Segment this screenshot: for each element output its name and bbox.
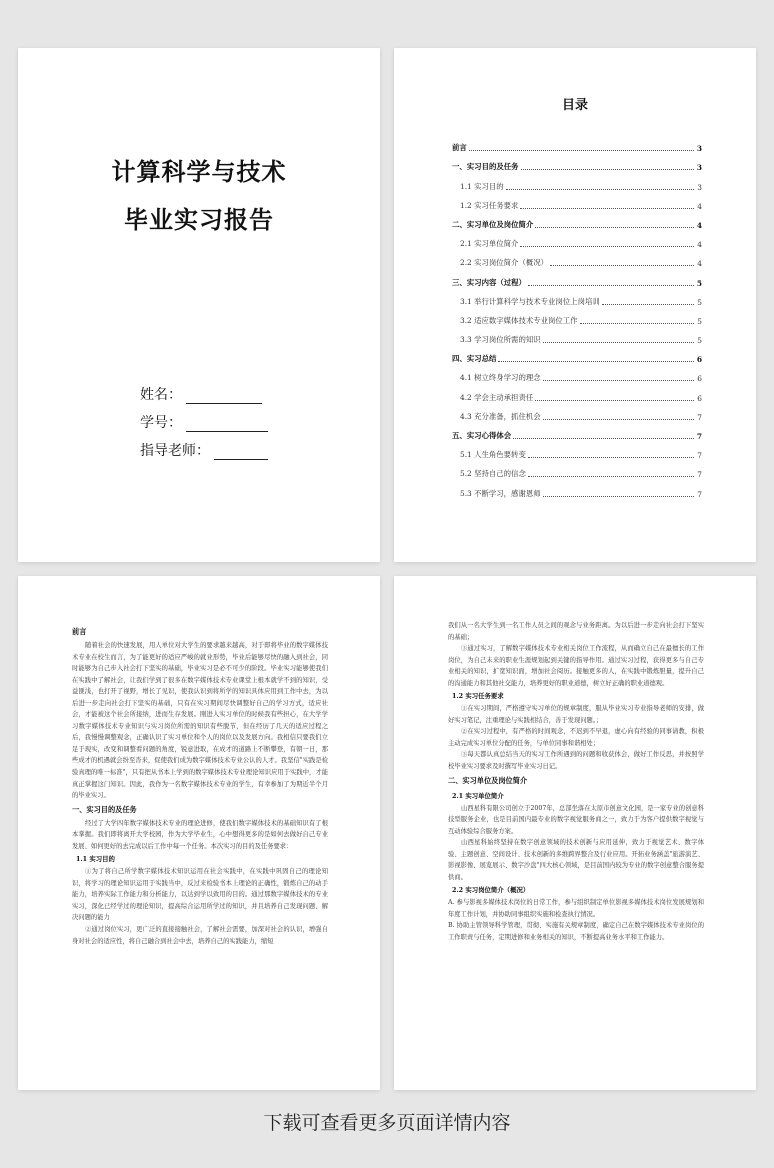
toc-entry[interactable] <box>452 172 702 191</box>
download-footer-text[interactable]: 下载可查看更多页面详情内容 <box>263 1112 511 1134</box>
toc-entry-label: 4.1 树立终身学习的理念 <box>460 373 541 383</box>
preface-page <box>18 576 380 1090</box>
toc-entry-label: 5.3 不断学习，感谢恩师 <box>460 488 541 498</box>
toc-leader-dots <box>602 303 694 305</box>
job-item-b: B. 协助主管领导科学管理，贯彻、实施有关规章制度，确定自己在数字媒体技术专业岗位的工作职责与任务，定期进修和业务相关的知识，不断提高业务水平和工作能力。 <box>448 922 704 942</box>
toc-entry-label: 1.2 实习任务要求 <box>460 200 519 210</box>
sub11-paragraph-2: ②通过岗位实习，更广泛的直接接触社会，了解社会需要，加深对社会的认识，增强自身对社会的适应性，将自己融合到社会中去，培养自己的实践能力，缩短 <box>72 926 328 945</box>
toc-leader-dots <box>498 360 694 362</box>
toc-entry[interactable] <box>452 268 702 287</box>
toc-leader-dots <box>543 495 694 497</box>
purpose-paragraph-3: ③通过实习，了解数字媒体技术专业相关岗位工作流程，从而确立自己在最擅长的工作岗位，为自己未来的职业生涯规划起到关键的指导作用。通过实习过程，获得更多与自己专业相关的知识，扩宽知识面，增加社会阅历。接触更多的人，在实践中锻炼胆量，提升自己的沟通能力和其他社交能力，培养更好的职业道德，树立好正确的职业道德观。 <box>448 645 704 687</box>
toc-entry-label: 四、实习总结 <box>452 354 497 364</box>
toc-entry-label: 2.1 实习单位简介 <box>460 239 519 249</box>
toc-leader-dots <box>521 168 694 170</box>
content-page-4 <box>394 576 756 1090</box>
toc-entry[interactable] <box>452 441 702 460</box>
name-field <box>140 384 262 404</box>
toc-entry[interactable] <box>452 134 702 153</box>
job-item-a: A. 参与影视多媒体技术岗位的日常工作，参与组织制定单位影视多媒体技术岗位发展规划和年度工作计划，并协助同事组织实施和检查执行情况。 <box>448 899 704 918</box>
toc-entry-page: 6 <box>696 355 702 365</box>
toc-entry[interactable] <box>452 479 702 498</box>
toc-title: 目录 <box>561 98 588 113</box>
toc-entry-page: 5 <box>697 336 702 346</box>
sub11-heading: 1.1 实习目的 <box>76 855 115 864</box>
toc-entry[interactable] <box>452 364 702 383</box>
student-id-field <box>140 412 268 432</box>
toc-entry-page: 7 <box>697 451 702 461</box>
toc-list <box>452 134 702 499</box>
toc-entry[interactable] <box>452 249 702 268</box>
toc-entry-label: 五、实习心得体会 <box>452 431 512 440</box>
toc-entry-label: 3.3 学习岗位所需的知识 <box>460 335 541 345</box>
toc-leader-dots <box>513 437 694 439</box>
toc-entry-page: 4 <box>696 220 702 230</box>
name-blank-line <box>186 389 262 404</box>
advisor-label: 指导老师： <box>140 443 210 459</box>
section1-heading: 一、实习目的及任务 <box>72 804 137 814</box>
toc-entry-page: 3 <box>696 144 702 154</box>
toc-entry-label: 三、实习内容（过程） <box>452 277 526 287</box>
toc-entry[interactable] <box>452 326 702 345</box>
toc-entry-page: 7 <box>696 432 702 441</box>
cover-title-line1: 计算科学与技术 <box>111 158 287 186</box>
student-id-blank-line <box>186 417 268 432</box>
sub21-heading: 2.1 实习单位简介 <box>452 791 504 800</box>
toc-entry-page: 7 <box>697 470 702 480</box>
toc-entry-page: 7 <box>697 412 702 422</box>
sub12-heading: 1.2 实习任务要求 <box>452 692 504 701</box>
section2-heading: 二、实习单位及岗位简介 <box>448 775 528 785</box>
sub22-heading: 2.2 实习岗位简介（概况） <box>452 886 530 895</box>
sub11-paragraph-1: ①为了将自己所学数字媒体技术知识运用在社会实践中，在实践中巩固自己的理论知识，将学习的理论知识运用于实践当中，反过来检验书本上理论的正确性，锻炼自己的动手能力，培养实际工作能力和分析能力，以达到学以致用的目的。通过那数字媒体技术的专业实习，深化已经学过的理论知识，提高综合运用所学过的知识，并且培养自己发现问题、解决问题的能力 <box>72 868 328 922</box>
toc-entry[interactable] <box>452 383 702 402</box>
page4-text-block <box>448 620 704 944</box>
toc-leader-dots <box>520 207 694 209</box>
toc-entry[interactable] <box>452 153 702 172</box>
toc-entry-label: 一、实习目的及任务 <box>452 162 519 172</box>
toc-entry-page: 4 <box>697 240 702 250</box>
requirement-1: ①在实习期间，严格遵守实习单位的规章制度，服从毕业实习专业指导老师的安排，做好实习笔记，注重理论与实践相结合，善于发现问题。； <box>448 705 704 724</box>
toc-leader-dots <box>506 188 694 190</box>
toc-entry-label: 3.1 举行计算科学与技术专业岗位上岗培训 <box>460 296 600 306</box>
toc-entry-page: 6 <box>697 393 702 403</box>
preface-heading: 前言 <box>72 627 87 636</box>
advisor-field <box>140 440 268 460</box>
preface-paragraph: 随着社会的快速发展，用人单位对大学生的要求越来越高，对于即将毕业的数字媒体技术专业在校生而言，为了能更好的适应严峻的就业形势，毕业后能够尽快的融入到社会，同时能够为自己步入社会打下坚实的基础，毕业实习是必不可少的阶段。毕业实习能够使我们在实践中了解社会，让我们学到了很多在数字媒体技术专业课堂上根本就学不到的知识，受益匪浅，也打开了视野，增长了见识，使我认识到将所学的知识具体应用到工作中去，为以后进一步走向社会打下坚实的基础，只有在实习期间尽快调整好自己的学习方式，适应社会，才能被这个社会所接纳，进而生存发展。刚进入实习单位的时候我有些担心，在大学学习数字媒体技术专业知识与实习岗位所需的知识有些脱节，但在经历了几天的适应过程之后，我慢慢调整观念，正确认识了实习单位和个人的岗位以及发展方向。我相信只要我们立足于现实，改变和调整看问题的角度，锐意进取，在成才的道路上不断攀登，有朝一日，那些成才的机遇就会纷至沓来，促使我们成为数字媒体技术专业公认的人才。我坚信"实践是检验真理的唯一标准"，只有把从书本上学到的数字媒体技术专业理论知识应用于实践中，才能真正掌握这门知识。因此，我作为一名数字媒体技术专业的学生，有幸参加了为期近半个月的毕业实习。 <box>72 642 328 800</box>
unit-paragraph-1: 山西星科有限公司创立于2007年，总部坐落在太原市创意文化园，是一家专业的创意科技型服务企业，也是目前国内最专业的数字视觉服务商之一，致力于为客户提供数字视觉与互动体验综合服务方案。 <box>448 804 704 835</box>
toc-entry[interactable] <box>452 192 702 211</box>
toc-leader-dots <box>528 456 694 458</box>
toc-leader-dots <box>543 341 694 343</box>
toc-entry[interactable] <box>452 230 702 249</box>
toc-entry-label: 前言 <box>452 143 467 153</box>
toc-entry[interactable] <box>452 211 702 230</box>
toc-leader-dots <box>580 322 694 324</box>
student-id-label: 学号： <box>140 415 182 431</box>
name-label: 姓名： <box>140 387 182 403</box>
toc-entry[interactable] <box>452 403 702 422</box>
toc-entry-label: 5.1 人生角色要转变 <box>460 450 526 460</box>
toc-leader-dots <box>535 226 694 228</box>
unit-paragraph-2: 山西星科始终坚持在数字创意领域的技术创新与应用延伸，致力于视觉艺术、数字体验、主题创意、空间设计、技术创新的多维跨界整合及行业应用。开拓业务涵盖"旅游演艺、影视影像、展览展示、数字沙盘"四大核心领域，是目前国内较为专业的数字创意整合服务提供商。 <box>448 839 704 881</box>
toc-entry-page: 5 <box>696 278 702 288</box>
toc-entry-page: 5 <box>697 316 702 326</box>
toc-entry-page: 3 <box>696 163 702 173</box>
toc-leader-dots <box>543 418 694 420</box>
requirement-3: ③每天都认真总结当天的实习工作所遇到的问题和收获体会，做好工作反思，并按照学校毕业实习要求及时撰写毕业实习日记。 <box>448 751 704 771</box>
toc-entry-page: 7 <box>697 489 702 499</box>
toc-entry-page: 4 <box>697 259 702 269</box>
cover-title-line2: 毕业实习报告 <box>124 206 274 234</box>
toc-leader-dots <box>550 264 694 266</box>
toc-leader-dots <box>520 245 694 247</box>
preface-text-block <box>72 624 328 947</box>
toc-entry-page: 6 <box>697 374 702 384</box>
toc-entry-label: 4.2 学会主动承担责任 <box>460 392 534 402</box>
toc-entry-page: 3 <box>697 182 702 192</box>
toc-entry[interactable] <box>452 345 702 364</box>
toc-entry-label: 3.2 适应数字媒体技术专业岗位工作 <box>460 315 578 325</box>
toc-entry-label: 5.2 坚持自己的信念 <box>460 469 526 479</box>
requirement-2: ②在实习过程中，有严格的时间观念，不迟到不早退，虚心向有经验的同事请教，积极主动完成实习单位分配的任务，与单位同事和谐相处； <box>448 728 704 747</box>
advisor-blank-line <box>214 445 268 460</box>
toc-leader-dots <box>535 399 694 401</box>
toc-entry[interactable] <box>452 307 702 326</box>
toc-entry[interactable] <box>452 460 702 479</box>
toc-leader-dots <box>543 379 694 381</box>
toc-page <box>394 48 756 562</box>
toc-entry-page: 5 <box>697 297 702 307</box>
continued-paragraph: 我们从一名大学生到一名工作人员之间的观念与业务距离。为以后进一步走向社会打下坚实的基础； <box>448 622 704 641</box>
toc-leader-dots <box>528 284 694 286</box>
toc-entry-label: 2.2 实习岗位简介（概况） <box>460 258 549 268</box>
toc-entry-label: 4.3 充分准备，抓住机会 <box>460 411 541 421</box>
toc-entry[interactable] <box>452 422 702 441</box>
toc-entry-label: 1.1 实习目的 <box>460 181 504 191</box>
toc-entry[interactable] <box>452 288 702 307</box>
toc-leader-dots <box>528 475 694 477</box>
section1-paragraph: 经过了大学四年数字媒体技术专业的理论进修，使我们数字媒体技术的基础知识有了根本掌握。我们即将离开大学校园，作为大学毕业生，心中想得更多的是如何去做好自己专业发展、如何更好的去完成以后工作中每一个任务。本次实习的目的及任务要求： <box>72 819 328 850</box>
toc-entry-page: 4 <box>697 201 702 211</box>
cover-page <box>18 48 380 562</box>
toc-leader-dots <box>469 149 694 151</box>
toc-entry-label: 二、实习单位及岗位简介 <box>452 219 534 229</box>
